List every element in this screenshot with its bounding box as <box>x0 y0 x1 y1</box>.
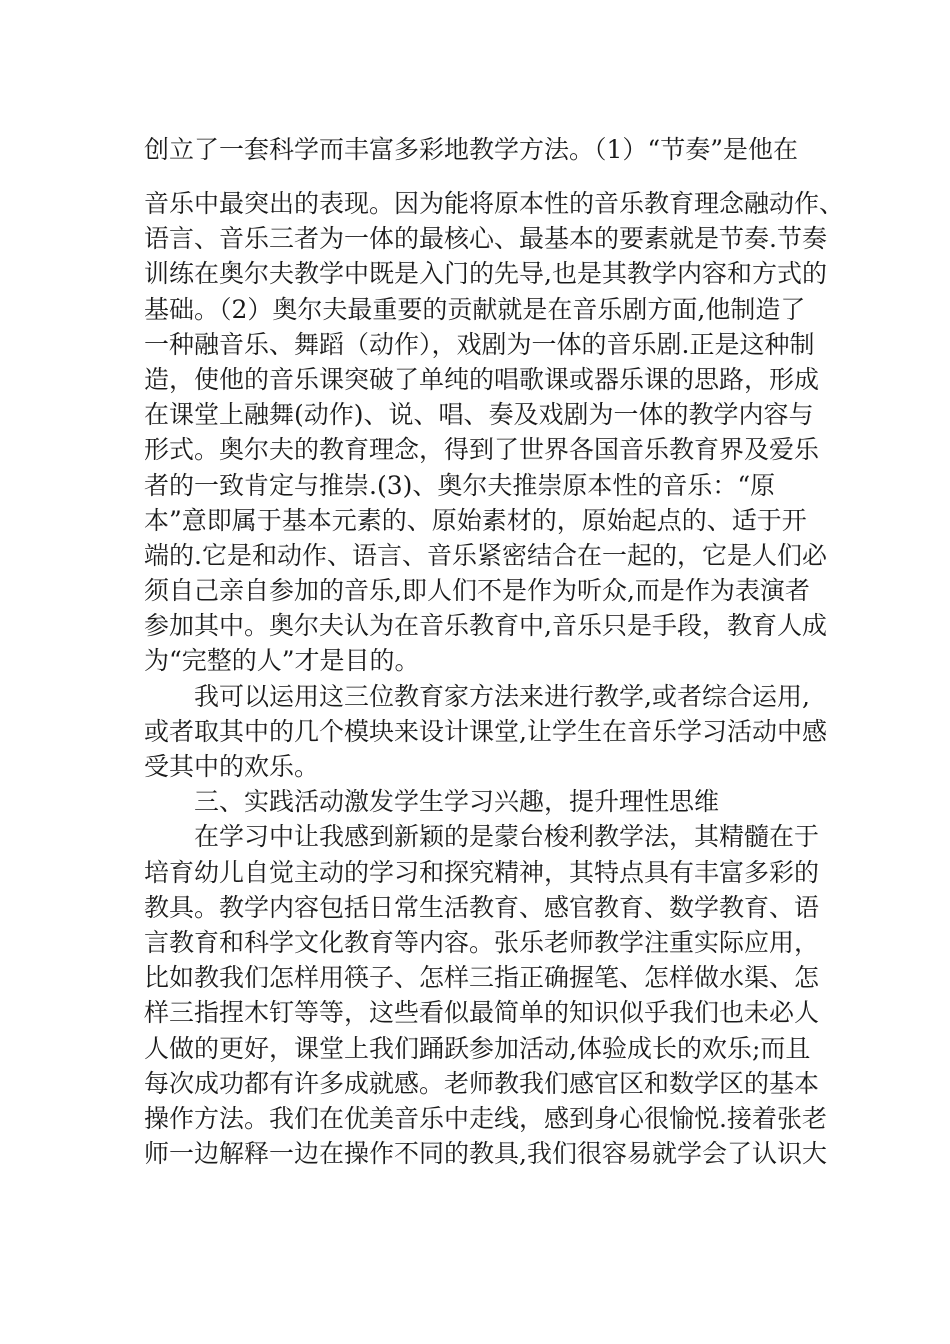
text-line: 本”意即属于基本元素的、原始素材的，原始起点的、适于开 <box>144 505 807 535</box>
text-line: 或者取其中的几个模块来设计课堂,让学生在音乐学习活动中感 <box>144 716 827 746</box>
text-line: 言教育和科学文化教育等内容。张乐老师教学注重实际应用， <box>144 927 820 957</box>
text-line: 培育幼儿自觉主动的学习和探究精神，其特点具有丰富多彩的 <box>144 857 820 887</box>
text-line: 端的.它是和动作、语言、音乐紧密结合在一起的，它是人们必 <box>144 540 827 570</box>
text-line: 样三指捏木钉等等，这些看似最简单的知识似乎我们也未必人 <box>144 998 820 1028</box>
text-line: 音乐中最突出的表现。因为能将原本性的音乐教育理念融动作、 <box>144 189 845 218</box>
text-line: 比如教我们怎样用筷子、怎样三指正确握笔、怎样做水渠、怎 <box>144 963 820 993</box>
text-line: 训练在奥尔夫教学中既是入门的先导,也是其教学内容和方式的 <box>144 259 827 289</box>
text-line: 造，使他的音乐课突破了单纯的唱歌课或器乐课的思路，形成 <box>144 364 820 394</box>
text-line: 受其中的欢乐。 <box>144 752 320 781</box>
opening-line <box>144 126 824 174</box>
text-line: 者的一致肯定与推崇.(3)、奥尔夫推崇原本性的音乐：“原 <box>144 470 776 500</box>
text-line: 师一边解释一边在操作不同的教具,我们很容易就学会了认识大 <box>144 1139 827 1169</box>
text-line: 教具。教学内容包括日常生活教育、感官教育、数学教育、语 <box>144 892 820 922</box>
text-line: 三、实践活动激发学生学习兴趣，提升理性思维 <box>194 787 720 817</box>
text-line: 人做的更好，课堂上我们踊跃参加活动,体验成长的欢乐;而且 <box>144 1033 811 1063</box>
body-text <box>144 186 845 1171</box>
text-line: 每次成功都有许多成就感。老师教我们感官区和数学区的基本 <box>144 1068 820 1098</box>
text-line: 形式。奥尔夫的教育理念，得到了世界各国音乐教育界及爱乐 <box>144 435 820 465</box>
text-line: 一种融音乐、舞蹈（动作），戏剧为一体的音乐剧.正是这种制 <box>144 329 815 359</box>
text-line: 创立了一套科学而丰富多彩地教学方法。（1）“节奏”是他在 <box>144 135 798 164</box>
text-line: 语言、音乐三者为一体的最核心、最基本的要素就是节奏.节奏 <box>144 224 827 254</box>
text-line: 在课堂上融舞(动作)、说、唱、奏及戏剧为一体的教学内容与 <box>144 400 814 430</box>
text-line: 基础。（2）奥尔夫最重要的贡献就是在音乐剧方面,他制造了 <box>144 294 806 324</box>
text-line: 为“完整的人”才是目的。 <box>144 646 420 676</box>
text-line: 在学习中让我感到新颖的是蒙台梭利教学法，其精髓在于 <box>194 822 820 852</box>
text-line: 我可以运用这三位教育家方法来进行教学,或者综合运用, <box>194 681 810 711</box>
text-line: 操作方法。我们在优美音乐中走线，感到身心很愉悦.接着张老 <box>144 1103 827 1133</box>
text-line: 须自己亲自参加的音乐,即人们不是作为听众,而是作为表演者 <box>144 576 810 606</box>
text-line: 参加其中。奥尔夫认为在音乐教育中,音乐只是手段，教育人成 <box>144 611 827 641</box>
